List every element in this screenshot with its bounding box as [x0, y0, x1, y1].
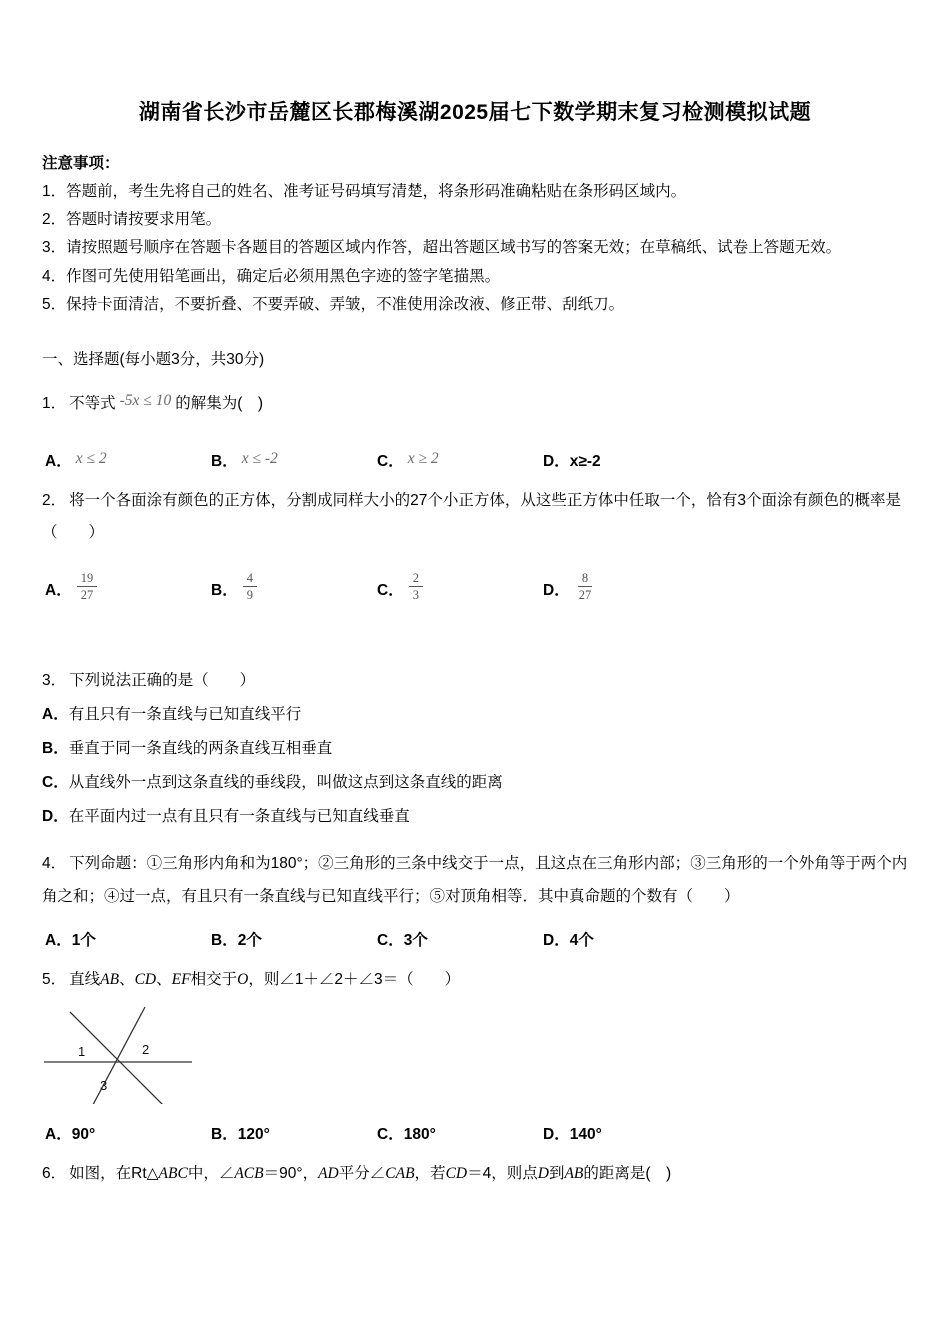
q2-option-b-label: B． — [211, 581, 238, 599]
section1-header: 一、选择题(每小题3分，共30分) — [42, 350, 265, 368]
q2-option-d-label: D． — [543, 581, 570, 599]
q3-option-d — [42, 800, 908, 834]
question-3-line — [42, 665, 908, 698]
q2-option-c — [377, 570, 543, 608]
fraction-denominator: 9 — [246, 588, 253, 603]
question-6-line — [42, 1158, 908, 1191]
q5-option-a — [45, 1122, 211, 1144]
q4-option-d-label: D． — [543, 931, 570, 949]
q4-option-c — [377, 928, 543, 950]
q5-option-c — [377, 1122, 543, 1144]
intersecting-lines-figure — [42, 1004, 197, 1104]
q4-option-c-label: C． — [377, 931, 404, 949]
question-6 — [42, 1158, 908, 1191]
q2-option-a — [45, 570, 211, 608]
q1-option-b-label: B． — [211, 452, 238, 470]
q4-option-a-value: 1个 — [71, 931, 96, 949]
question-5 — [42, 964, 908, 1145]
q2-option-d — [543, 570, 595, 608]
q2-option-a-fraction — [77, 570, 98, 604]
fraction-denominator: 27 — [80, 588, 94, 603]
fraction-numerator: 4 — [243, 570, 257, 587]
q3-option-a-value: 有且只有一条直线与已知直线平行 — [68, 706, 302, 724]
q4-option-a-label: A． — [45, 931, 72, 949]
line-slant-steep — [87, 1007, 145, 1104]
q5-option-c-value: 180° — [403, 1126, 436, 1144]
question-4 — [42, 848, 908, 949]
fraction-denominator: 3 — [412, 588, 419, 603]
q2-option-a-label: A． — [45, 581, 72, 599]
question-2-options — [45, 570, 908, 608]
q3-option-d-value: 在平面内过一点有且只有一条直线与已知直线垂直 — [68, 808, 410, 826]
question-2-text: 将一个各面涂有颜色的正方体，分割成同样大小的27个小正方体，从这些正方体中任取一个，恰有3个面涂有颜色的概率是（ ） — [42, 491, 901, 542]
q1-option-a — [45, 449, 211, 471]
q1-option-b-value: x ≤ -2 — [241, 449, 278, 467]
q1-option-d-label: D． — [543, 452, 570, 470]
q1-option-a-value: x ≤ 2 — [75, 449, 107, 467]
question-6-text: 如图，在Rt△ABC中，∠ACB＝90°，AD平分∠CAB，若CD＝4，则点D到AB的距离是( ) — [69, 1165, 672, 1183]
q5-option-b-label: B． — [211, 1126, 238, 1144]
fraction-numerator: 2 — [409, 570, 423, 587]
q5-option-d-value: 140° — [569, 1126, 602, 1144]
question-3-number: 3． — [42, 672, 67, 690]
question-1-number: 1． — [42, 395, 67, 413]
q3-option-a — [42, 698, 908, 732]
question-1-line — [42, 388, 908, 421]
q5-option-c-label: C． — [377, 1126, 404, 1144]
question-3-text: 下列说法正确的是（ ） — [69, 672, 256, 690]
fraction-denominator: 27 — [578, 588, 592, 603]
angle-label-3: 3 — [100, 1078, 108, 1094]
q3-option-b-label: B． — [42, 740, 69, 758]
q5-option-a-value: 90° — [71, 1126, 96, 1144]
q5-option-d-label: D． — [543, 1126, 570, 1144]
question-2 — [42, 485, 908, 608]
q3-option-c-label: C． — [42, 774, 69, 792]
q4-option-d — [543, 928, 594, 950]
q1-option-b — [211, 449, 377, 471]
q1-option-d — [543, 449, 601, 471]
q1-option-c-value: x ≥ 2 — [407, 449, 439, 467]
question-3 — [42, 665, 908, 834]
question-4-line — [42, 848, 908, 913]
question-4-number: 4． — [42, 855, 67, 873]
question-5-number: 5． — [42, 970, 67, 988]
q1-option-c — [377, 449, 543, 471]
question-1-text: 不等式 -5x ≤ 10 的解集为( ) — [69, 392, 264, 413]
question-2-line — [42, 485, 908, 550]
q3-option-d-label: D． — [42, 808, 69, 826]
notice-item: 1．答题前，考生先将自己的姓名、准考证号码填写清楚，将条形码准确粘贴在条形码区域内。 — [42, 182, 687, 200]
question-1-options — [45, 449, 908, 471]
question-5-text: 直线AB、CD、EF相交于O，则∠1＋∠2＋∠3＝（ ） — [69, 970, 461, 988]
fraction-numerator: 19 — [77, 570, 98, 587]
fraction-numerator: 8 — [578, 570, 592, 587]
question-6-number: 6． — [42, 1165, 67, 1183]
q2-option-b-fraction — [243, 570, 257, 604]
q4-option-d-value: 4个 — [569, 931, 594, 949]
q5-option-b — [211, 1122, 377, 1144]
question-2-number: 2． — [42, 491, 67, 509]
q2-option-d-fraction — [575, 570, 596, 604]
notice-item: 2．答题时请按要求用笔。 — [42, 211, 222, 229]
q5-option-b-value: 120° — [237, 1126, 270, 1144]
angle-label-2: 2 — [142, 1042, 150, 1058]
notice-section — [42, 150, 908, 319]
question-4-options — [45, 928, 908, 950]
q2-option-b — [211, 570, 377, 608]
q3-option-b — [42, 732, 908, 766]
question-4-text: 下列命题：①三角形内角和为180°；②三角形的三条中线交于一点，且这点在三角形内部；③三角形的一个外角等于两个内角之和；④过一点，有且只有一条直线与已知直线平行；⑤对顶角相等．其中真命题的个数有（ ） — [42, 855, 908, 905]
question-1 — [42, 388, 908, 471]
q4-option-b — [211, 928, 377, 950]
q5-option-a-label: A． — [45, 1126, 72, 1144]
q4-option-c-value: 3个 — [403, 931, 428, 949]
q4-option-b-label: B． — [211, 931, 238, 949]
q1-option-c-label: C． — [377, 452, 404, 470]
question-5-line — [42, 964, 908, 997]
page-title: 湖南省长沙市岳麓区长郡梅溪湖2025届七下数学期末复习检测模拟试题 — [138, 101, 812, 124]
q5-option-d — [543, 1122, 602, 1144]
notice-item: 5．保持卡面清洁，不要折叠、不要弄破、弄皱，不准使用涂改液、修正带、刮纸刀。 — [42, 295, 625, 313]
q1-option-a-label: A． — [45, 452, 72, 470]
angle-label-1: 1 — [78, 1044, 86, 1060]
q3-option-b-value: 垂直于同一条直线的两条直线互相垂直 — [68, 740, 333, 758]
notice-item: 3．请按照题号顺序在答题卡各题目的答题区域内作答，超出答题区域书写的答案无效；在草稿纸、试卷上答题无效。 — [42, 239, 842, 257]
question-5-options — [45, 1122, 908, 1144]
notice-header: 注意事项： — [42, 155, 120, 172]
q3-option-a-label: A． — [42, 706, 69, 724]
q1-option-d-value: x≥-2 — [569, 452, 601, 470]
q3-option-c-value: 从直线外一点到这条直线的垂线段，叫做这点到这条直线的距离 — [68, 774, 503, 792]
q2-option-c-label: C． — [377, 581, 404, 599]
q3-option-c — [42, 766, 908, 800]
q4-option-a — [45, 928, 211, 950]
q2-option-c-fraction — [409, 570, 423, 604]
notice-item: 4．作图可先使用铅笔画出，确定后必须用黑色字迹的签字笔描黑。 — [42, 267, 501, 285]
q4-option-b-value: 2个 — [237, 931, 262, 949]
